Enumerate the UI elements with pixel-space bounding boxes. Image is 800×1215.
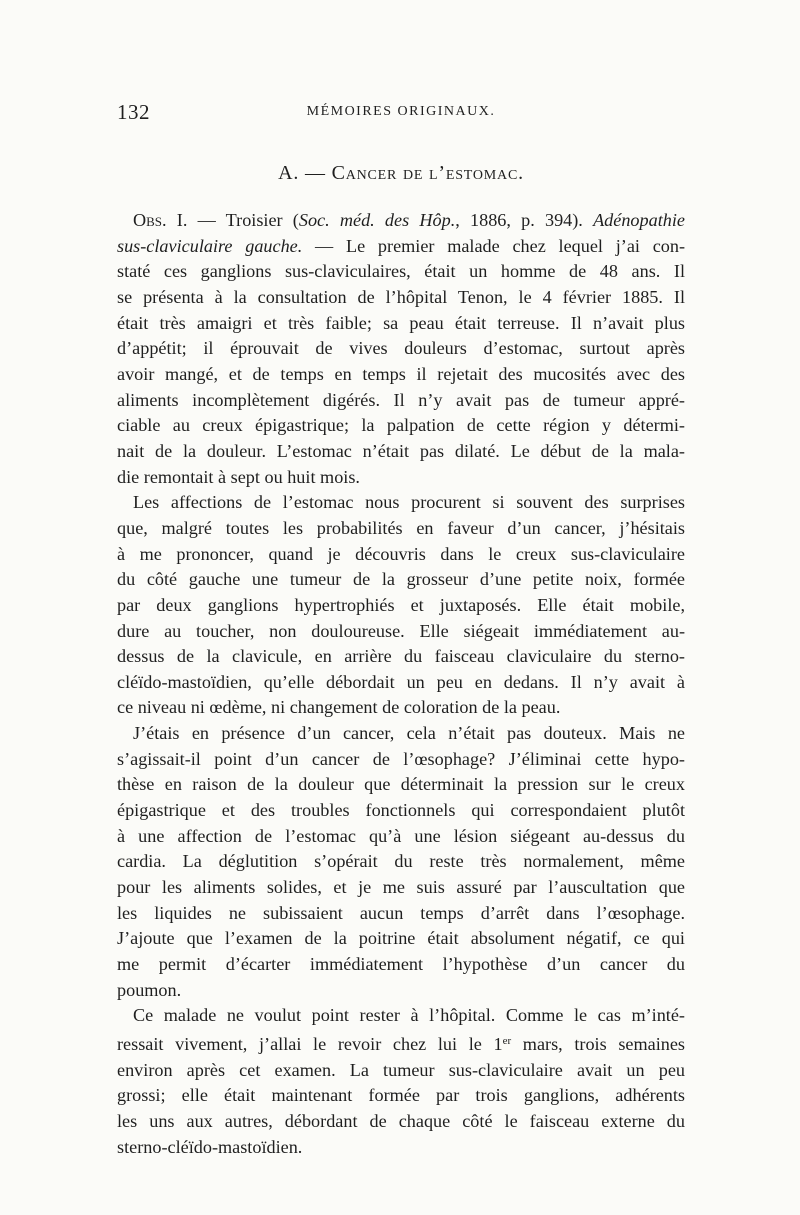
- sup-line-before: ressait vivement, j’allai le revoir chez lui le 1: [117, 1034, 503, 1054]
- text-line: dure au toucher, non douloureuse. Elle siégeait immédiatement au-: [117, 620, 685, 641]
- text-lines-b: [117, 1058, 685, 1161]
- text-line: ce niveau ni œdème, ni changement de coloration de la peau.: [117, 697, 561, 718]
- text-line: die remontait à sept ou huit mois.: [117, 466, 360, 487]
- text-line: thèse en raison de la douleur que déterminait la pression sur le creux: [117, 774, 685, 795]
- section-letter: A. —: [278, 162, 326, 184]
- obs-title-start: Adénopathie: [593, 210, 685, 230]
- text-line: pour les aliments solides, et je me suis assuré par l’auscultation que: [117, 877, 685, 898]
- text-line: staté ces ganglions sus-claviculaires, était un homme de 48 ans. Il: [117, 261, 685, 282]
- section-title-text: Cancer de l’estomac.: [331, 162, 524, 184]
- text-line: se présenta à la consultation de l’hôpital Tenon, le 4 février 1885. Il: [117, 286, 685, 307]
- page-number: 132: [117, 100, 150, 124]
- text-line: ciable au creux épigastrique; la palpation de cette région y détermi-: [117, 415, 685, 436]
- running-header: [117, 100, 685, 128]
- text-line: que, malgré toutes les probabilités en faveur d’un cancer, j’hésitais: [117, 517, 685, 538]
- superscript: er: [502, 1035, 512, 1047]
- obs-number: I. — Troisier (: [176, 210, 299, 230]
- text-line: cardia. La déglutition s’opérait du reste très normalement, même: [117, 851, 685, 872]
- obs-source-rest: , 1886, p. 394).: [455, 210, 594, 230]
- section-title: [117, 162, 685, 185]
- text-lines-a: [117, 259, 685, 1029]
- text-line: Les affections de l’estomac nous procurent si souvent des surprises: [133, 492, 685, 513]
- text-line: du côté gauche une tumeur de la grosseur d’une petite noix, formée: [117, 569, 685, 590]
- text-line: par deux ganglions hypertrophiés et juxtaposés. Elle était mobile,: [117, 594, 685, 615]
- observation-heading-line: [117, 208, 685, 234]
- text-line: d’appétit; il éprouvait de vives douleurs d’estomac, surtout après: [117, 338, 685, 359]
- text-line: à me prononcer, quand je découvris dans le creux sus-claviculaire: [117, 543, 685, 564]
- running-title: MÉMOIRES ORIGINAUX.: [306, 104, 496, 119]
- text-line: à une affection de l’estomac qu’à une lésion siégeant au-dessus du: [117, 825, 685, 846]
- text-line-superscript: [117, 1029, 685, 1058]
- obs-label: Obs.: [133, 210, 167, 230]
- text-line: épigastrique et des troubles fonctionnels qui correspondaient plutôt: [117, 800, 685, 821]
- text-line: cléïdo-mastoïdien, qu’elle débordait un peu en dedans. Il n’y avait à: [117, 671, 685, 692]
- text-line: J’ajoute que l’examen de la poitrine était absolument négatif, ce qui: [117, 928, 685, 949]
- text-line: s’agissait-il point d’un cancer de l’œsophage? J’éliminai cette hypo-: [117, 748, 685, 769]
- text-line: dessus de la clavicule, en arrière du faisceau claviculaire du sterno-: [117, 646, 685, 667]
- text-line: les uns aux autres, débordant de chaque côté le faisceau externe du: [117, 1110, 685, 1131]
- text-line: était très amaigri et très faible; sa peau était terreuse. Il n’avait plus: [117, 312, 685, 333]
- sup-line-after: mars, trois semaines: [511, 1034, 685, 1054]
- text-line: nait de la douleur. L’estomac n’était pas dilaté. Le début de la mala-: [117, 440, 685, 461]
- text-line: les liquides ne subissaient aucun temps d’arrêt dans l’œsophage.: [117, 902, 685, 923]
- text-line: J’étais en présence d’un cancer, cela n’était pas douteux. Mais ne: [133, 723, 685, 744]
- text-line: Ce malade ne voulut point rester à l’hôpital. Comme le cas m’inté-: [133, 1005, 685, 1026]
- text-line: avoir mangé, et de temps en temps il rejetait des mucosités avec des: [117, 363, 685, 384]
- text-line: grossi; elle était maintenant formée par trois ganglions, adhérents: [117, 1085, 685, 1106]
- text-line: environ après cet examen. La tumeur sus-claviculaire avait un peu: [117, 1059, 685, 1080]
- body-text: [117, 208, 685, 1160]
- obs-title-rest: — Le premier malade chez lequel j’ai con-: [302, 235, 686, 256]
- obs-source: Soc. méd. des Hôp.: [298, 210, 456, 230]
- obs-title-end: sus-claviculaire gauche.: [117, 235, 303, 256]
- text-line: aliments incomplètement digérés. Il n’y avait pas de tumeur appré-: [117, 389, 685, 410]
- text-line: sterno-cléïdo-mastoïdien.: [117, 1136, 303, 1157]
- text-line: me permit d’écarter immédiatement l’hypothèse d’un cancer du: [117, 954, 685, 975]
- text-line: poumon.: [117, 979, 182, 1000]
- observation-title-line: [117, 234, 685, 260]
